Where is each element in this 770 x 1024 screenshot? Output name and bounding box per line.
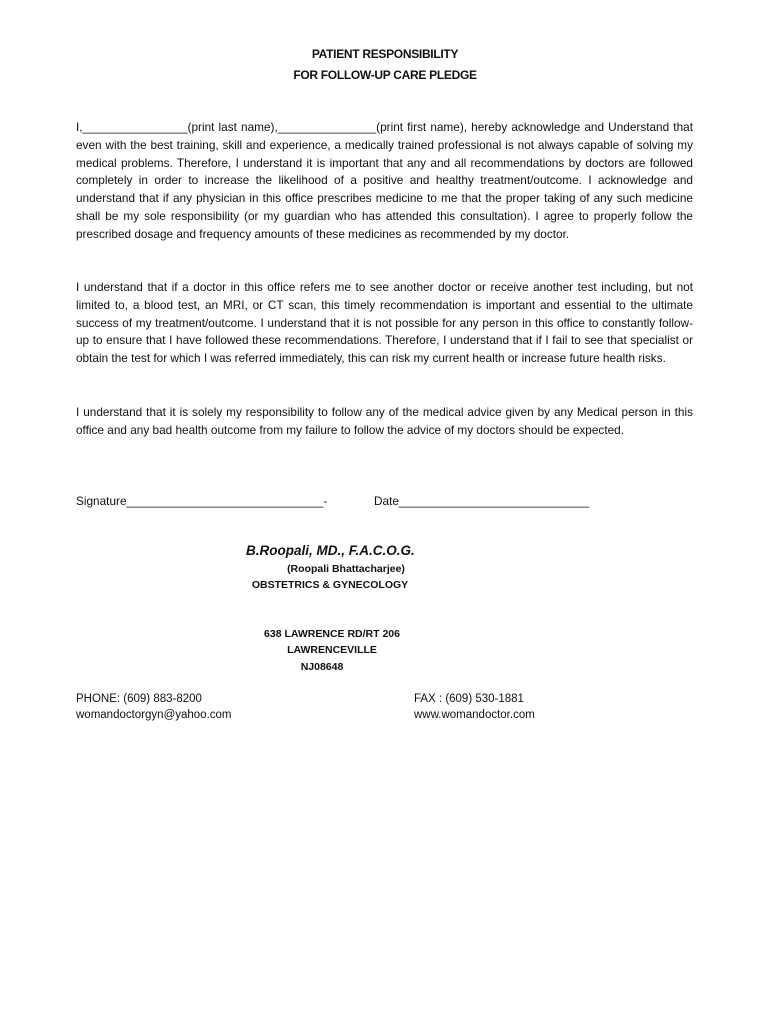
signature-line: Signature______________________________- — [76, 494, 328, 508]
doctor-alias: (Roopali Bhattacharjee) — [287, 563, 405, 575]
email-address: womandoctorgyn@yahoo.com — [76, 709, 232, 721]
address-line2: LAWRENCEVILLE — [287, 644, 377, 656]
paragraph-acknowledgement: I,________________(print last name),_______________(print first name), hereby acknowledge and Understand that even with the best training, skill and experience, a medically trained professional is not always capable of solving my medical problems. Therefore, I understand it is important that any and all recommendations by doctors are followed completely in order to increase the likelihood of a positive and healthy treatment/outcome. I acknowledge and understand that if any physician in this office prescribes medicine to me that the proper taking of any such medicine shall be my sole responsibility (or my guardian who has attended this consultation). I agree to properly follow the prescribed dosage and frequency amounts of these medicines as recommended by my doctor. — [76, 120, 693, 241]
paragraph-referral: I understand that if a doctor in this office refers me to see another doctor or receive another test including, but not limited to, a blood test, an MRI, or CT scan, this timely recommendation is important and essential to the ultimate success of my treatment/outcome. I understand that it is not possible for any person in this office to constantly follow-up to ensure that I have followed these recommendations. Therefore, I understand that if I fail to see that specialist or obtain the test for which I was referred immediately, this can risk my current health or increase future health risks. — [76, 280, 693, 366]
paragraph-responsibility: I understand that it is solely my responsibility to follow any of the medical advice given by any Medical person in this office and any bad health outcome from my failure to follow the advice of my doctors should be expected. — [76, 405, 693, 437]
address-line3: NJ08648 — [300, 661, 344, 673]
date-line: Date_____________________________ — [374, 494, 590, 508]
doctor-name: B.Roopali, MD., F.A.C.O.G. — [246, 543, 415, 558]
document-title-line1: PATIENT RESPONSIBILITY — [311, 47, 459, 61]
website-url: www.womandoctor.com — [414, 709, 535, 721]
doctor-specialty: OBSTETRICS & GYNECOLOGY — [251, 579, 409, 591]
fax-number: FAX : (609) 530-1881 — [414, 693, 524, 705]
phone-number: PHONE: (609) 883-8200 — [76, 693, 202, 705]
address-line1: 638 LAWRENCE RD/RT 206 — [264, 628, 400, 640]
document-title-line2: FOR FOLLOW-UP CARE PLEDGE — [293, 68, 477, 82]
